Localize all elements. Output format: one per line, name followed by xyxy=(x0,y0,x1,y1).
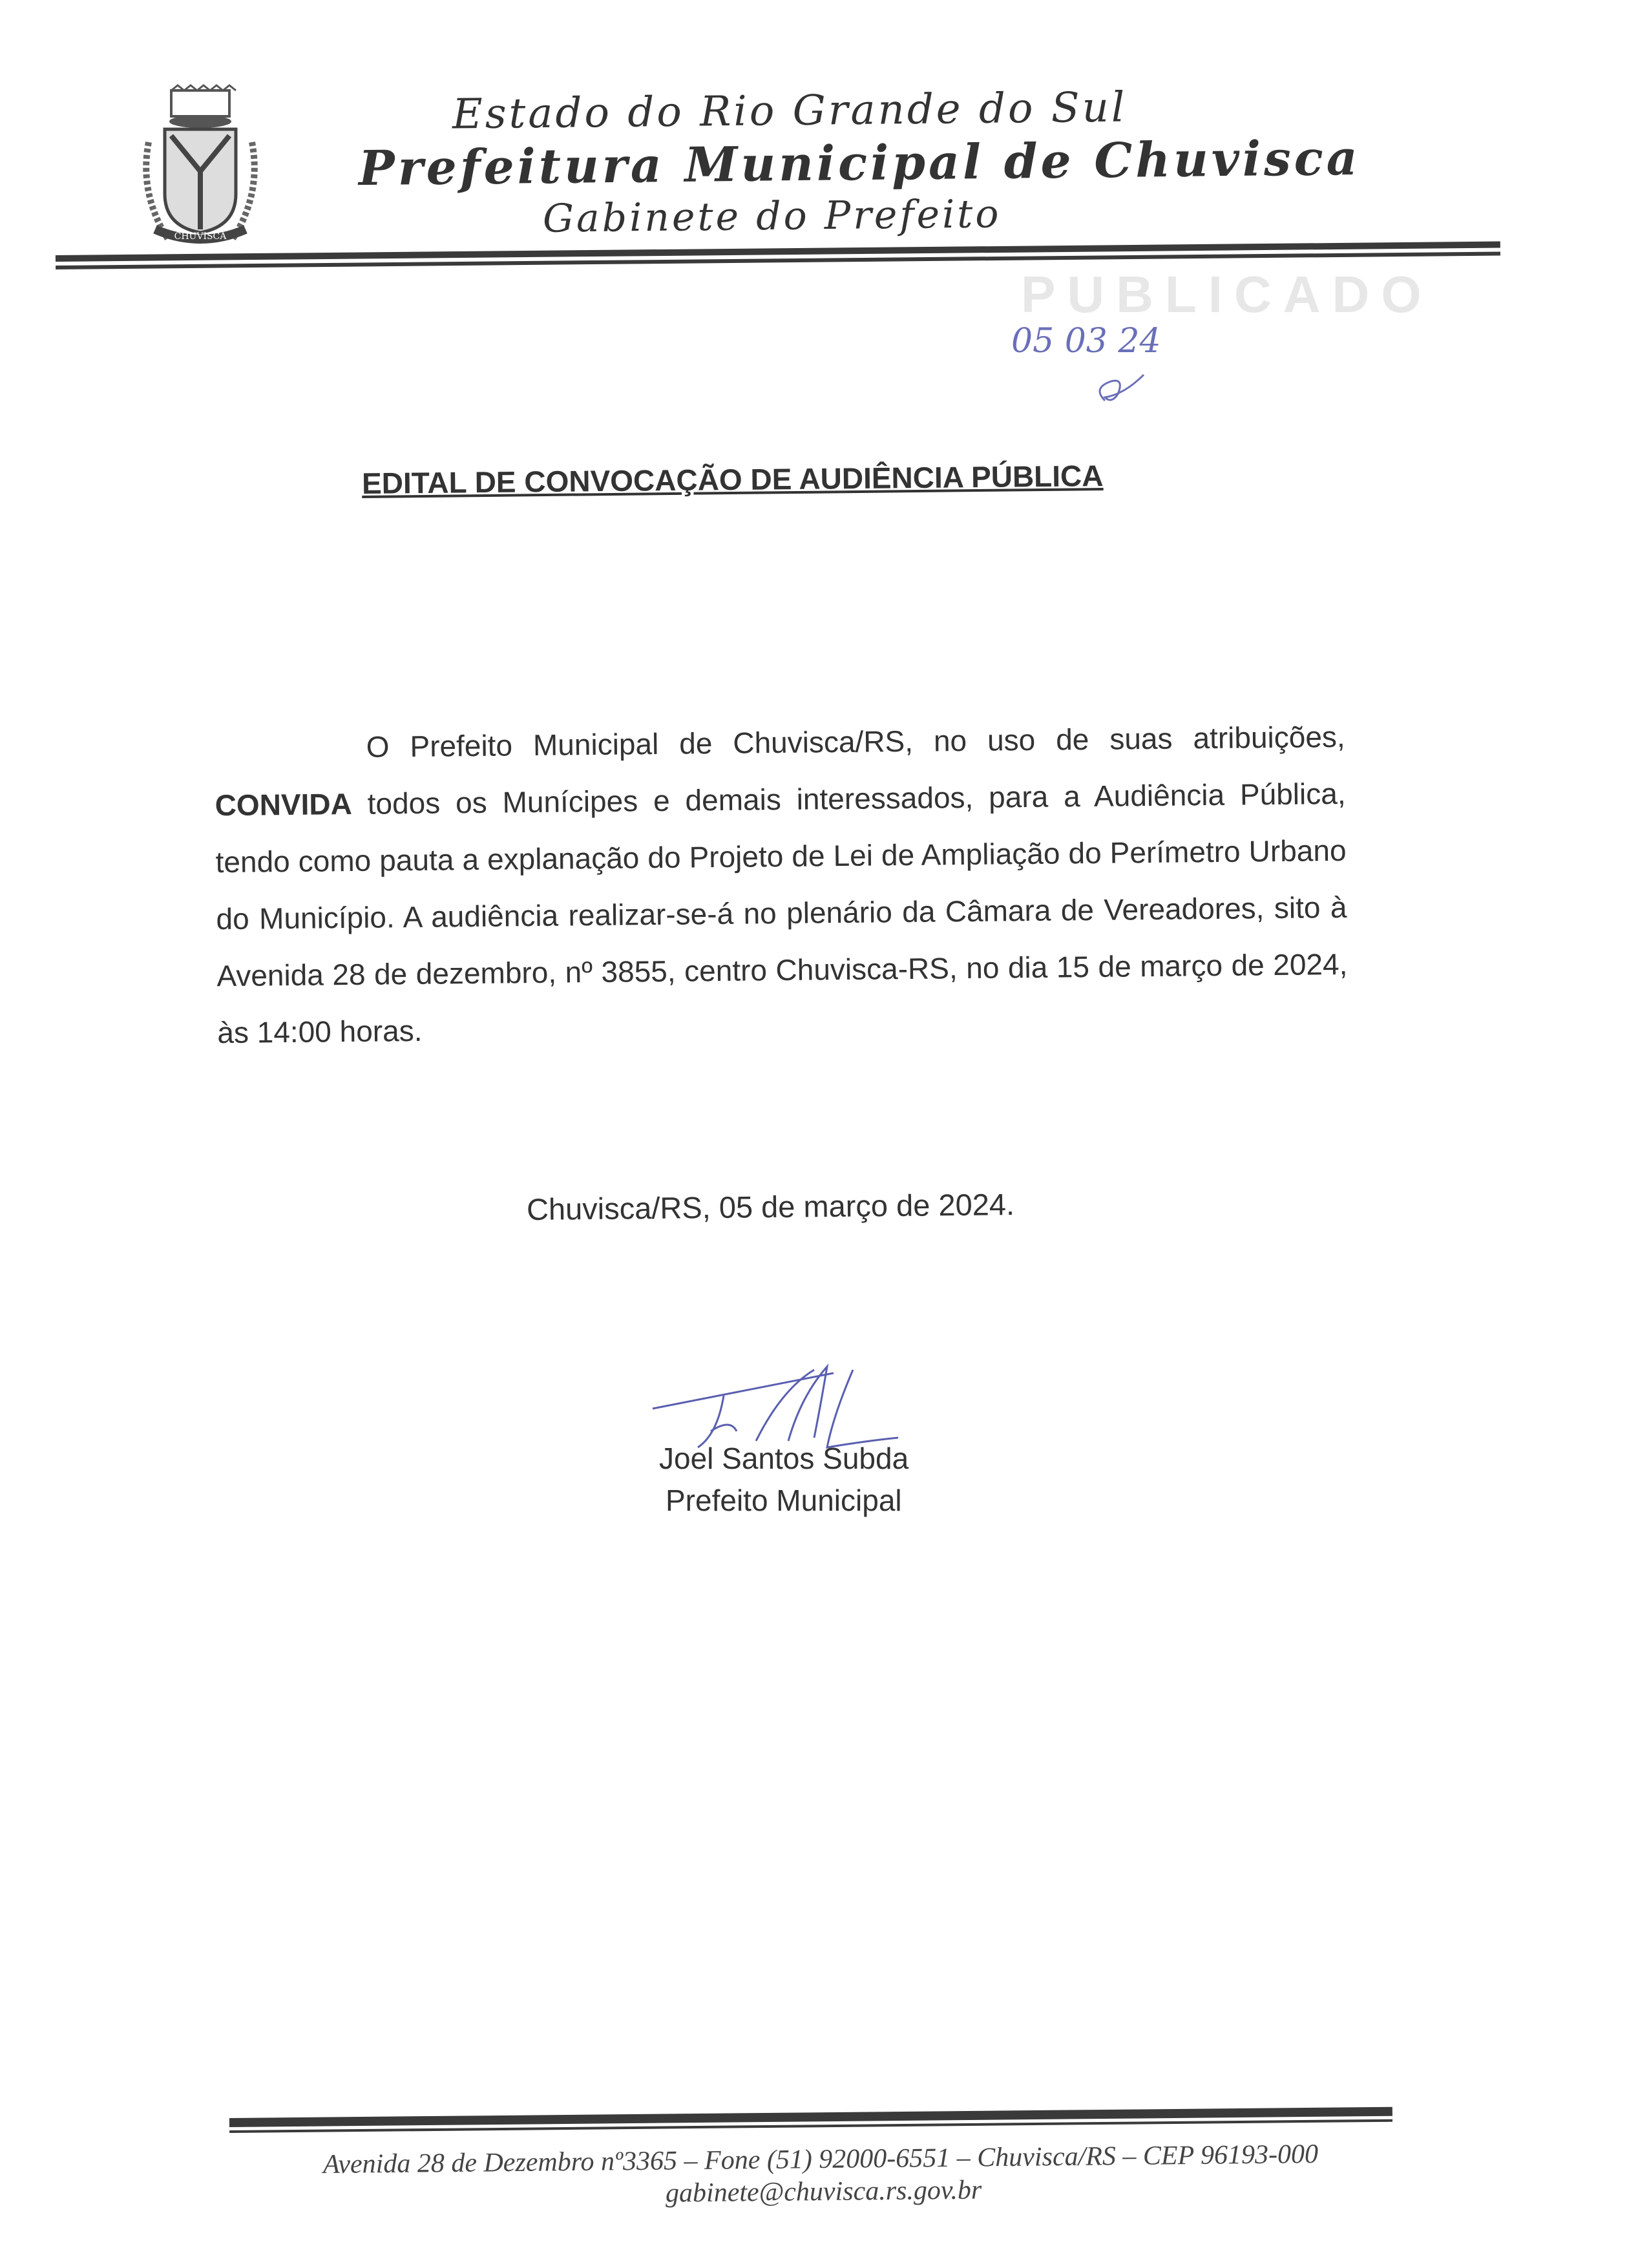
svg-text:CHUVISCA: CHUVISCA xyxy=(174,231,227,242)
document-body xyxy=(214,708,1348,1061)
place-date: Chuvisca/RS, 05 de março de 2024. xyxy=(526,1187,1015,1226)
body-text-rest: todos os Munícipes e demais interessados, para a Audiência Pública, tendo como pauta a explanação do Projeto de Lei de Ampliação do Perímetro Urbano do Município. A audiência realizar-se-á no plenário da Câmara de Vereadores, sito à Avenida 28 de dezembro, nº 3855, centro Chuvisca-RS, no dia 15 de março de 2024, às 14:00 horas. xyxy=(215,776,1348,1050)
published-stamp xyxy=(995,265,1460,446)
footer-divider xyxy=(229,2107,1392,2133)
footer-address: Avenida 28 de Dezembro nº3365 – Fone (51) 92000-6551 – Chuvisca/RS – CEP 96193-000 xyxy=(322,2139,1319,2180)
body-text-bold: CONVIDA xyxy=(215,786,353,823)
body-text-start: O Prefeito Municipal de Chuvisca/RS, no uso de suas atribuições, xyxy=(366,719,1345,764)
signatory-name: Joel Santos Subda xyxy=(659,1442,909,1475)
letterhead-municipality: Prefeitura Municipal de Chuvisca xyxy=(358,130,1361,197)
stamp-date: 05 03 24 xyxy=(1011,322,1161,361)
letterhead-state: Estado do Rio Grande do Sul xyxy=(452,83,1128,139)
stamp-initial-signature xyxy=(1086,362,1163,407)
letterhead-office: Gabinete do Prefeito xyxy=(542,191,1002,242)
document-title: EDITAL DE CONVOCAÇÃO DE AUDIÊNCIA PÚBLICA xyxy=(361,458,1104,501)
municipal-coat-of-arms-logo xyxy=(136,84,265,252)
footer-email: gabinete@chuvisca.rs.gov.br xyxy=(665,2175,982,2209)
signatory-role: Prefeito Municipal xyxy=(666,1484,902,1517)
stamp-word: PUBLICADO xyxy=(1021,266,1433,323)
